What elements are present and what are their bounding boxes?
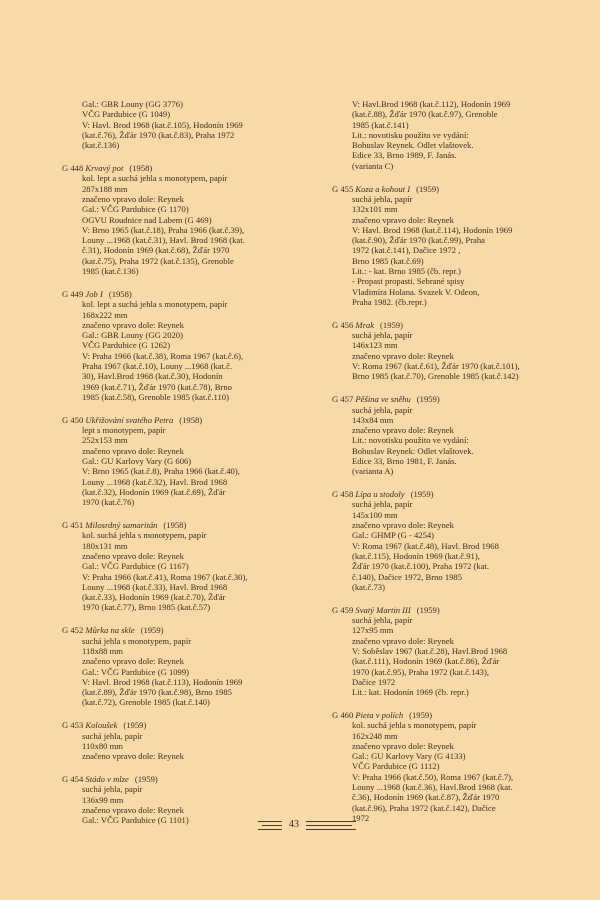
entry-title: Mrak bbox=[355, 319, 375, 330]
entry-details bbox=[62, 173, 312, 276]
entry-details bbox=[62, 731, 312, 762]
text-line: značeno vpravo dole: Reynek bbox=[82, 193, 184, 204]
entry-details bbox=[332, 194, 582, 307]
text-line: V: Havl. Brod 1968 (kat.č.105), Hodonín 1969 bbox=[82, 119, 243, 130]
entry-heading bbox=[332, 394, 582, 404]
entry-details bbox=[332, 405, 582, 477]
text-line: suchá jehla, papír bbox=[352, 330, 413, 341]
text-line: Lit.: - kat. Brno 1985 (čb. repr.) bbox=[352, 266, 461, 277]
catalog-entry bbox=[62, 720, 312, 761]
text-line: značeno vpravo dole: Reynek bbox=[352, 520, 454, 531]
text-line: V: Roma 1967 (kat.č.48), Havl. Brod 1968 bbox=[352, 540, 499, 551]
footer-rule bbox=[258, 821, 282, 822]
text-line: kol. lept a suchá jehla s monotypem, papír bbox=[82, 173, 228, 184]
text-line: V: Havl.Brod 1968 (kat.č.112), Hodonín 1969 bbox=[352, 99, 511, 109]
text-line: Gal.: VČG Pardubice (G 1101) bbox=[82, 815, 189, 826]
entry-id: G 452 bbox=[62, 625, 84, 636]
text-line: značeno vpravo dole: Reynek bbox=[82, 319, 184, 330]
text-line: Praha 1967 (kat.č.10), Louny ...1968 (kat.č. bbox=[82, 361, 233, 372]
text-line: Vladimíra Holana. Svazek V. Odeon, bbox=[352, 286, 480, 297]
text-line: V: Havl. Brod 1968 (kat.č.114), Hodonín 1969 bbox=[352, 224, 513, 235]
entry-id: G 450 bbox=[62, 414, 84, 425]
entry-heading bbox=[332, 489, 582, 499]
entry-title: Stádo v mlze bbox=[85, 774, 129, 785]
text-line: č.140), Dačice 1972, Brno 1985 bbox=[352, 571, 463, 582]
text-line: značeno vpravo dole: Reynek bbox=[352, 350, 454, 361]
footer-rule bbox=[258, 829, 282, 830]
text-line: Gal.: GU Karlovy Vary (G 606) bbox=[82, 455, 192, 466]
entry-id: G 453 bbox=[62, 720, 84, 731]
text-line: 180x131 mm bbox=[82, 540, 128, 551]
text-line: (kat.č.111), Hodonín 1969 (kat.č.86), Žďár bbox=[352, 656, 500, 667]
text-line: Bohuslav Reynek. Odlet vlaštovek. bbox=[352, 140, 474, 151]
text-line: V: Praha 1966 (kat.č.38), Roma 1967 (kat.č.6), bbox=[82, 350, 244, 361]
catalog-entry bbox=[332, 320, 582, 382]
text-line: 1970 (kat.č.77), Brno 1985 (kat.č.57) bbox=[82, 602, 211, 613]
text-line: VČG Pardubice (G 1112) bbox=[352, 761, 440, 772]
catalog-entry bbox=[62, 415, 312, 508]
entry-heading bbox=[62, 774, 312, 784]
text-line: V: Roma 1967 (kat.č.61), Žďár 1970 (kat.č.101), bbox=[352, 361, 520, 372]
text-line: Edice 33, Brno 1989, F. Janás. bbox=[352, 150, 457, 161]
text-line: V: Praha 1966 (kat.č.41), Roma 1967 (kat.č.30), bbox=[82, 571, 248, 582]
text-line: kol. suchá jehla s monotypem, papír bbox=[352, 720, 477, 731]
text-line: (kat.č.115), Hodonín 1969 (kat.č.91), bbox=[352, 550, 480, 561]
entry-id: G 457 bbox=[332, 394, 354, 405]
text-line: Gal.: GBR Louny (GG 2020) bbox=[82, 330, 183, 341]
text-line: suchá jehla, papír bbox=[352, 404, 413, 415]
text-line: (kat.č.75), Praha 1972 (kat.č.135), Grenoble bbox=[82, 255, 234, 266]
text-line: kol. suchá jehla s monotypem, papír bbox=[82, 530, 207, 541]
entry-year: (1959) bbox=[134, 774, 158, 785]
text-line: 30), Havl.Brod 1968 (kat.č.30), Hodonín bbox=[82, 371, 223, 382]
entry-heading bbox=[332, 605, 582, 615]
entry-year: (1959) bbox=[410, 489, 434, 500]
text-line: Lit.: novotisku použito ve vydání: bbox=[352, 435, 469, 446]
text-line: značeno vpravo dole: Reynek bbox=[82, 804, 184, 815]
entry-details bbox=[332, 720, 582, 823]
entry-year: (1958) bbox=[129, 163, 153, 174]
text-line: Gal.: GU Karlovy Vary (G 4133) bbox=[352, 751, 466, 762]
entry-details bbox=[332, 330, 582, 381]
footer-rule bbox=[306, 825, 352, 826]
text-line: - Propast propasti. Sebrané spisy bbox=[352, 276, 465, 287]
catalog-entry bbox=[62, 163, 312, 276]
page-number: 43 bbox=[289, 819, 299, 830]
text-line: značeno vpravo dole: Reynek bbox=[82, 445, 184, 456]
entry-heading bbox=[62, 625, 312, 635]
entry-title: Ukřižování svatého Petra bbox=[85, 414, 174, 425]
entry-id: G 451 bbox=[62, 520, 84, 531]
text-line: 110x80 mm bbox=[82, 740, 123, 751]
left-column bbox=[62, 99, 312, 838]
text-line: 1985 (kat.č.136) bbox=[82, 266, 139, 277]
entry-title: Pěšina ve sněhu bbox=[355, 394, 411, 405]
text-line: č.31), Hodonín 1969 (kat.č.68), Žďár 1970 bbox=[82, 245, 230, 256]
entry-heading bbox=[332, 184, 582, 194]
text-line: V: Brno 1965 (kat.č.8), Praha 1966 (kat.č.40), bbox=[82, 466, 240, 477]
text-line: suchá jehla, papír bbox=[352, 193, 413, 204]
text-line: (kat.č.73) bbox=[352, 581, 385, 592]
entry-heading bbox=[62, 415, 312, 425]
entry-year: (1959) bbox=[380, 319, 403, 330]
entry-year: (1958) bbox=[163, 520, 187, 531]
entry-year: (1959) bbox=[140, 625, 164, 636]
text-line: Gal.: VČG Pardubice (G 1167) bbox=[82, 561, 189, 572]
text-line: 287x188 mm bbox=[82, 183, 128, 194]
text-line: Bohuslav Reynek: Odlet vlaštovek. bbox=[352, 445, 474, 456]
continuation-block bbox=[62, 99, 312, 150]
text-line: (kat.č.96), Praha 1972 (kat.č.142), Dačice bbox=[352, 802, 496, 813]
entry-id: G 458 bbox=[332, 489, 354, 500]
text-line: suchá jehla, papír bbox=[352, 499, 413, 510]
entry-title: Pieta v polích bbox=[355, 710, 404, 720]
text-line: značeno vpravo dole: Reynek bbox=[82, 751, 184, 762]
text-line: 127x95 mm bbox=[352, 625, 394, 636]
catalog-entry bbox=[332, 605, 582, 698]
text-line: 1970 (kat.č.76) bbox=[82, 497, 135, 508]
catalog-entry bbox=[332, 184, 582, 308]
text-line: značeno vpravo dole: Reynek bbox=[82, 550, 184, 561]
catalog-entry bbox=[62, 520, 312, 613]
entry-details bbox=[62, 425, 312, 507]
text-line: 146x123 mm bbox=[352, 340, 398, 351]
entry-heading bbox=[62, 163, 312, 173]
entry-year: (1959) bbox=[123, 720, 147, 731]
text-line: kol. lept a suchá jehla s monotypem, papír bbox=[82, 299, 228, 310]
entry-heading bbox=[332, 320, 582, 330]
text-line: 145x100 mm bbox=[352, 509, 398, 520]
entry-heading bbox=[62, 289, 312, 299]
text-line: (varianta A) bbox=[352, 466, 394, 477]
entry-id: G 454 bbox=[62, 774, 84, 785]
text-line: Lit.: kat. Hodonín 1969 (čb. repr.) bbox=[352, 687, 469, 698]
text-line: 162x248 mm bbox=[352, 730, 398, 741]
entry-year: (1959) bbox=[409, 710, 433, 720]
text-line: Gal.: VČG Pardubice (G 1099) bbox=[82, 666, 190, 677]
text-line: 1985 (kat.č.58), Grenoble 1985 (kat.č.110) bbox=[82, 391, 229, 402]
text-line: značeno vpravo dole: Reynek bbox=[352, 635, 454, 646]
entry-details bbox=[332, 499, 582, 592]
text-line: 1970 (kat.č.95), Praha 1972 (kat.č.143), bbox=[352, 666, 489, 677]
continuation-block bbox=[332, 99, 582, 171]
text-line: Dačice 1972 bbox=[352, 676, 396, 687]
right-column bbox=[332, 99, 582, 836]
catalog-entry bbox=[62, 625, 312, 707]
entry-year: (1959) bbox=[416, 604, 440, 615]
entry-id: G 460 bbox=[332, 710, 354, 720]
catalog-entry bbox=[332, 394, 582, 476]
text-line: VČG Pardubice (G 1049) bbox=[82, 109, 171, 120]
text-line: 1972 (kat.č.141), Dačice 1972 , bbox=[352, 245, 461, 256]
entry-id: G 459 bbox=[332, 604, 354, 615]
text-line: V: Havl. Brod 1968 (kat.č.113), Hodonín 1969 bbox=[82, 676, 243, 687]
entry-title: Koza a kohout I bbox=[355, 183, 411, 194]
text-line: suchá jehla s monotypem, papír bbox=[82, 635, 192, 646]
text-line: 136x99 mm bbox=[82, 794, 124, 805]
entry-details bbox=[62, 636, 312, 708]
entry-heading bbox=[62, 520, 312, 530]
text-line: Praha 1982. (čb.repr.) bbox=[352, 296, 427, 307]
text-line: suchá jehla, papír bbox=[82, 730, 143, 741]
text-line: (kat.č.33), Hodonín 1969 (kat.č.70), Žďár bbox=[82, 592, 226, 603]
text-line: Gal.: GBR Louny (GG 3776) bbox=[82, 99, 183, 109]
text-line: 1985 (kat.č.141) bbox=[352, 119, 409, 130]
catalog-entry bbox=[332, 489, 582, 592]
text-line: V: Soběslav 1967 (kat.č.28), Havl.Brod 1968 bbox=[352, 645, 508, 656]
entry-year: (1959) bbox=[416, 394, 440, 405]
entry-title: Milosrdný samaritán bbox=[85, 520, 158, 531]
text-line: Brno 1985 (kat.č.70), Grenoble 1985 (kat.č.142) bbox=[352, 371, 519, 382]
page-footer bbox=[0, 818, 600, 832]
text-line: 118x88 mm bbox=[82, 645, 123, 656]
footer-rule bbox=[306, 821, 356, 822]
entry-details bbox=[62, 530, 312, 612]
text-line: Žďár 1970 (kat.č.100), Praha 1972 (kat. bbox=[352, 561, 490, 572]
entry-details bbox=[332, 615, 582, 697]
text-line: Louny ...1968 (kat.č.33), Havl. Brod 1968 bbox=[82, 581, 228, 592]
entry-title: Koloušek bbox=[85, 720, 118, 731]
entry-details bbox=[62, 299, 312, 402]
entry-year: (1958) bbox=[108, 288, 132, 299]
text-line: VČG Pardubice (G 1262) bbox=[82, 340, 171, 351]
entry-title: Lípa u stodoly bbox=[355, 489, 405, 500]
text-line: 143x84 mm bbox=[352, 414, 394, 425]
text-line: (kat.č.76), Žďár 1970 (kat.č.83), Praha 1972 bbox=[82, 129, 235, 140]
text-line: značeno vpravo dole: Reynek bbox=[352, 214, 454, 225]
text-line: (kat.č.89), Žďár 1970 (kat.č.98), Brno 1985 bbox=[82, 687, 232, 698]
text-line: suchá jehla, papír bbox=[352, 615, 413, 626]
text-line: Louny ...1968 (kat.č.36), Havl.Brod 1968 (kat. bbox=[352, 782, 513, 793]
entry-title: Krvavý pot bbox=[85, 163, 124, 174]
text-line: (varianta C) bbox=[352, 160, 394, 171]
entry-title: Můrka na skle bbox=[85, 625, 135, 636]
entry-title: Svatý Martin III bbox=[355, 604, 411, 615]
text-line: V: Brno 1965 (kat.č.18), Praha 1966 (kat.č.39), bbox=[82, 224, 245, 235]
text-line: (kat.č.32), Hodonín 1969 (kat.č.69), Žďár bbox=[82, 486, 226, 497]
text-line: 132x101 mm bbox=[352, 204, 398, 215]
entry-id: G 455 bbox=[332, 183, 354, 194]
entry-year: (1959) bbox=[416, 183, 439, 194]
text-line: č.36), Hodonín 1969 (kat.č.87), Žďár 1970 bbox=[352, 792, 500, 803]
text-line: Lit.: novotisku použito ve vydání: bbox=[352, 129, 469, 140]
catalog-entry bbox=[62, 289, 312, 402]
entry-title: Job I bbox=[85, 288, 103, 299]
text-line: značeno vpravo dole: Reynek bbox=[352, 425, 454, 436]
text-line: Brno 1985 (kat.č.69) bbox=[352, 255, 424, 266]
text-line: V: Praha 1966 (kat.č.50), Roma 1967 (kat.č.7), bbox=[352, 771, 514, 782]
entry-heading bbox=[62, 720, 312, 730]
text-line: 168x222 mm bbox=[82, 309, 128, 320]
text-line: 1972 bbox=[352, 812, 370, 823]
text-line: (kat.č.88), Žďár 1970 (kat.č.97), Grenoble bbox=[352, 109, 498, 120]
entry-heading bbox=[332, 710, 582, 720]
text-line: Louny ...1968 (kat.č.31), Havl. Brod 1968 (kat. bbox=[82, 235, 245, 246]
text-line: Gal.: GHMP (G - 4254) bbox=[352, 530, 435, 541]
text-line: (kat.č.90), Žďár 1970 (kat.č.99), Praha bbox=[352, 235, 485, 246]
text-line: značeno vpravo dole: Reynek bbox=[352, 740, 454, 751]
text-line: lept s monotypem, papír bbox=[82, 425, 166, 436]
entry-year: (1958) bbox=[179, 414, 203, 425]
text-line: Edice 33, Brno 1981, F. Janás. bbox=[352, 455, 457, 466]
text-line: suchá jehla, papír bbox=[82, 784, 143, 795]
entry-id: G 448 bbox=[62, 163, 84, 174]
text-line: Gal.: VČG Pardubice (G 1170) bbox=[82, 204, 189, 215]
text-line: (kat.č.72), Grenoble 1985 (kat.č.140) bbox=[82, 697, 210, 708]
entry-id: G 449 bbox=[62, 288, 84, 299]
text-line: OGVU Roudnice nad Labem (G 469) bbox=[82, 214, 212, 225]
footer-rule bbox=[306, 829, 356, 830]
text-line: 1969 (kat.č.71), Žďár 1970 (kat.č.78), Brno bbox=[82, 381, 232, 392]
text-line: 252x153 mm bbox=[82, 435, 128, 446]
catalog-entry bbox=[332, 710, 582, 823]
entry-id: G 456 bbox=[332, 319, 354, 330]
text-line: (kat.č.136) bbox=[82, 140, 120, 151]
text-line: Louny ...1968 (kat.č.32), Havl. Brod 1968 bbox=[82, 476, 228, 487]
text-line: značeno vpravo dole: Reynek bbox=[82, 656, 184, 667]
footer-rule bbox=[262, 825, 282, 826]
